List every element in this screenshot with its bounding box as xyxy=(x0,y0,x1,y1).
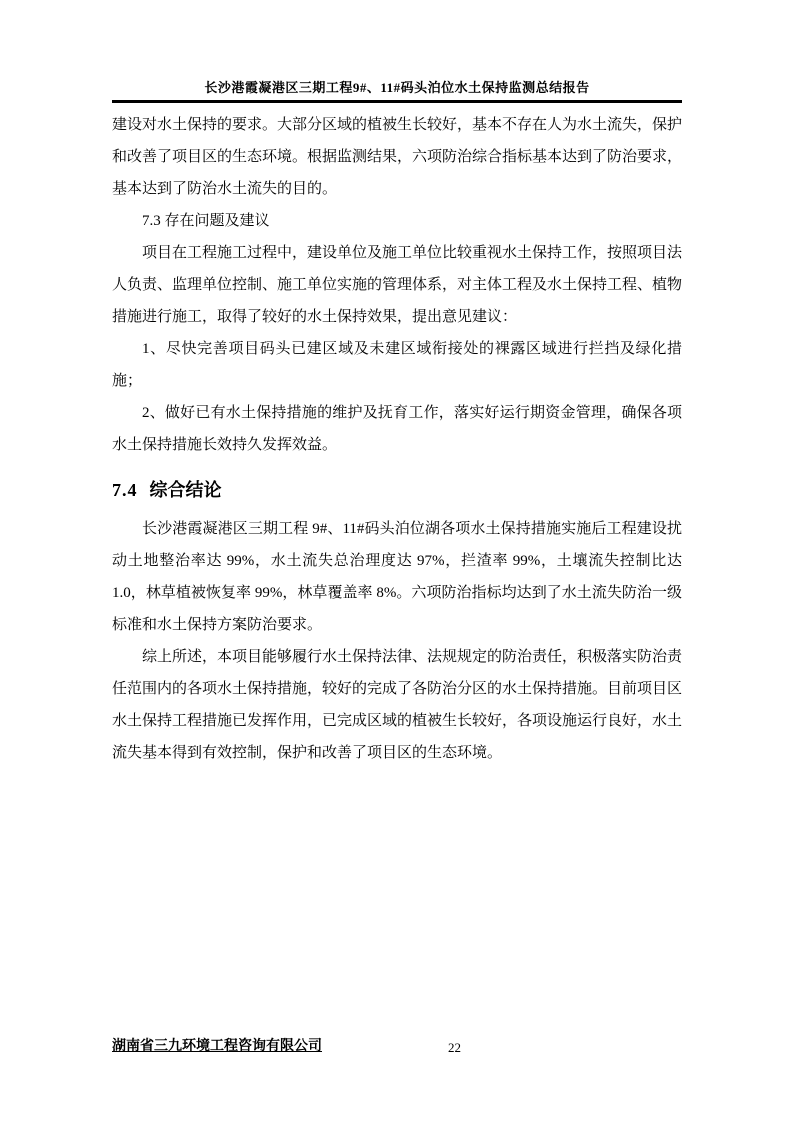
paragraph-suggestion-2: 2、做好已有水土保持措施的维护及抚育工作，落实好运行期资金管理，确保各项水土保持措施长效持久发挥效益。 xyxy=(112,405,682,453)
section-number: 7.4 xyxy=(112,480,138,500)
section-heading-7-3: 7.3 存在问题及建议 xyxy=(142,213,270,229)
paragraph-continuation: 建设对水土保持的要求。大部分区域的植被生长较好，基本不存在人为水土流失，保护和改善了项目区的生态环境。根据监测结果，六项防治综合指标基本达到了防治要求，基本达到了防治水土流失的目的。 xyxy=(112,117,683,197)
paragraph-summary: 综上所述，本项目能够履行水土保持法律、法规规定的防治责任，积极落实防治责任范围内的各项水土保持措施，较好的完成了各防治分区的水土保持措施。目前项目区水土保持工程措施已发挥作用，已完成区域的植被生长较好，各项设施运行良好，水土流失基本得到有效控制，保护和改善了项目区的生态环境。 xyxy=(112,649,683,761)
section-label: 综合结论 xyxy=(149,480,222,500)
footer-company-name: 湖南省三九环境工程咨询有限公司 xyxy=(112,1039,322,1054)
paragraph-indicators: 长沙港霞凝港区三期工程 9#、11#码头泊位湖各项水土保持措施实施后工程建设扰动土地整治率达 99%，水土流失总治理度达 97%，拦渣率 99%，土壤流失控制比达 1.0，林草植被恢复率 99%，林草覆盖率 8%。六项防治指标均达到了水土流失防治一级标准和水土保持方案防治要求。 xyxy=(112,521,682,633)
section-heading-7-4 xyxy=(112,475,682,505)
document-body xyxy=(112,103,682,769)
paragraph-suggestion-1: 1、尽快完善项目码头已建区域及未建区域衔接处的裸露区域进行拦挡及绿化措施； xyxy=(112,341,682,389)
footer-page-number: 22 xyxy=(448,1040,461,1055)
page-header xyxy=(112,0,682,103)
paragraph-management: 项目在工程施工过程中，建设单位及施工单位比较重视水土保持工作，按照项目法人负责、监理单位控制、施工单位实施的管理体系，对主体工程及水土保持工程、植物措施进行施工，取得了较好的水土保持效果，提出意见建议： xyxy=(112,245,683,325)
running-header-title: 长沙港霞凝港区三期工程9#、11#码头泊位水土保持监测总结报告 xyxy=(204,80,590,95)
